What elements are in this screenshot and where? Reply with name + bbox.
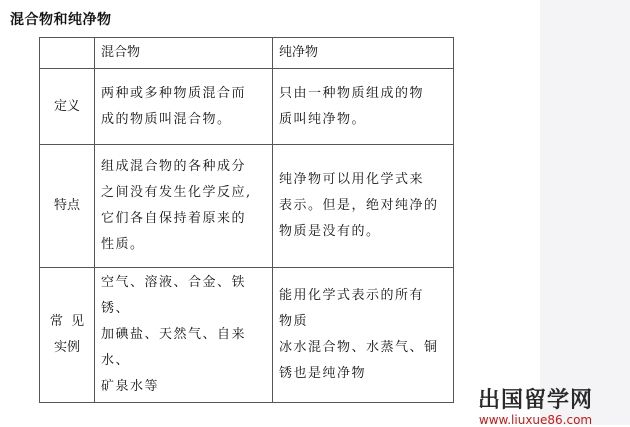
cell-line: 组成混合物的各种成分	[101, 159, 247, 174]
examples-pure-cell	[273, 268, 454, 403]
watermark-url: www.liuxue86.com	[478, 413, 593, 427]
table-row-definition	[40, 69, 454, 145]
features-pure-cell	[273, 145, 454, 268]
header-cell-empty	[40, 38, 95, 69]
row-label-definition	[40, 69, 95, 145]
comparison-table	[39, 37, 454, 403]
features-mixture-cell	[95, 145, 273, 268]
table-header-row	[40, 38, 454, 69]
definition-mixture-cell	[95, 69, 273, 145]
cell-line: 空气、溶液、合金、铁锈、	[101, 275, 247, 316]
cell-line: 锈也是纯净物	[279, 366, 367, 381]
cell-line: 表示。但是，绝对纯净的	[279, 198, 439, 213]
cell-line: 两种或多种物质混合而	[101, 85, 247, 101]
cell-line: 矿泉水等	[101, 379, 160, 394]
page-title: 混合物和纯净物	[10, 12, 112, 28]
row-label-features	[40, 145, 95, 268]
row-label-line: 特点	[53, 198, 80, 213]
cell-line: 能用化学式表示的所有	[279, 288, 425, 303]
header-cell-pure: 纯净物	[273, 38, 454, 69]
watermark	[478, 383, 593, 427]
cell-line: 物质是没有的。	[279, 224, 381, 239]
examples-mixture-cell	[95, 268, 273, 403]
cell-line: 只由一种物质组成的物	[279, 85, 425, 101]
cell-line: 加碘盐、天然气、自来水、	[101, 327, 247, 368]
cell-line: 性质。	[101, 237, 145, 252]
table-row-features	[40, 145, 454, 268]
header-cell-mixture: 混合物	[95, 38, 273, 69]
row-label-examples	[40, 268, 95, 403]
row-label-line: 定义	[53, 98, 80, 114]
table-row-examples	[40, 268, 454, 403]
cell-line: 它们各自保持着原来的	[101, 211, 247, 226]
watermark-site-name: 出国留学网	[478, 388, 594, 413]
row-label-line: 常 见	[49, 314, 85, 329]
cell-line: 冰水混合物、水蒸气、铜	[279, 340, 439, 355]
cell-line: 纯净物可以用化学式来	[279, 172, 425, 187]
cell-line: 质叫纯净物。	[279, 111, 367, 127]
row-label-line: 实例	[53, 340, 80, 355]
right-margin-panel	[540, 0, 630, 425]
cell-line: 成的物质叫混合物。	[101, 111, 232, 127]
definition-pure-cell	[273, 69, 454, 145]
cell-line: 物质	[279, 314, 309, 329]
cell-line: 之间没有发生化学反应,	[101, 185, 252, 200]
